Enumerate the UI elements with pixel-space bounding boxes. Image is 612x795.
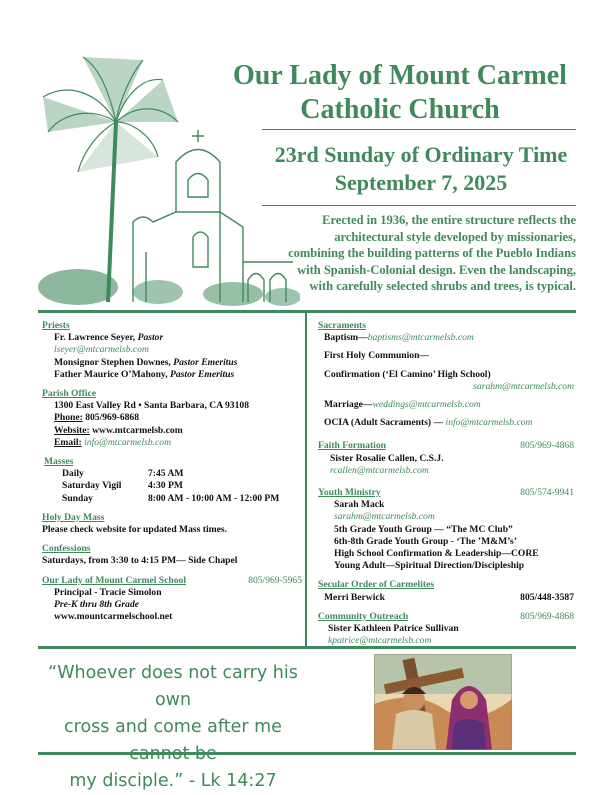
daily-time: 7:45 AM (148, 468, 184, 480)
bulletin-date: September 7, 2025 (334, 170, 508, 195)
emeritus1-name: Monsignor Stephen Downes, (54, 356, 171, 368)
divider (262, 205, 576, 206)
left-column (42, 320, 302, 623)
youth-group-4: Young Adult—Spiritual Direction/Discipleship (334, 560, 525, 572)
youth-group-1: 5th Grade Youth Group — “The MC Club” (334, 523, 513, 535)
school-grades: Pre-K thru 8th Grade (54, 599, 140, 611)
baptism-email[interactable]: baptisms@mtcarmelsb.com (367, 332, 474, 344)
quote-line: cross and come after me (64, 717, 282, 737)
emeritus2-title: Pastor Emeritus (170, 368, 235, 380)
faith-name: Sister Rosalie Callen, C.S.J. (330, 452, 444, 464)
pastor-name: Fr. Lawrence Seyer, (54, 332, 136, 344)
emeritus1-title: Pastor Emeritus (173, 356, 238, 368)
confessions-heading: Confessions (42, 543, 91, 555)
outreach-section (318, 611, 574, 648)
holy-day-section (42, 512, 302, 536)
carmelites-heading: Secular Order of Carmelites (318, 579, 435, 591)
right-column (318, 320, 574, 647)
sunday-label: Sunday (62, 492, 93, 504)
phone-label: Phone: (54, 412, 83, 424)
email-label: Email: (54, 436, 82, 448)
office-address: 1300 East Valley Rd • Santa Barbara, CA 93108 (54, 400, 249, 412)
office-email[interactable]: info@mtcarmelsb.com (84, 436, 172, 448)
school-website[interactable]: www.mountcarmelschool.net (54, 611, 173, 623)
faith-heading: Faith Formation (318, 440, 386, 452)
carmelites-phone[interactable]: 805/448-3587 (520, 591, 574, 603)
outreach-email[interactable]: kpatrice@mtcarmelsb.com (328, 635, 432, 647)
priests-heading: Priests (42, 320, 70, 331)
quote-line: my disciple.” - Lk 14:27 (69, 771, 277, 791)
masses-heading: Masses (44, 456, 74, 468)
school-principal: Principal - Tracie Simolon (54, 586, 162, 598)
office-phone[interactable]: 805/969-6868 (85, 412, 140, 424)
office-website[interactable]: www.mtcarmelsb.com (92, 424, 183, 436)
youth-heading: Youth Ministry (318, 487, 381, 499)
confessions-text: Saturdays, from 3:30 to 4:15 PM— Side Chapel (42, 555, 238, 567)
jesus-carrying-cross-image (374, 654, 512, 750)
church-title-line1: Our Lady of Mount Carmel (233, 60, 567, 91)
divider (38, 752, 576, 755)
sacraments-heading: Sacraments (318, 320, 366, 331)
faith-phone[interactable]: 805/969-4868 (520, 440, 574, 452)
confirmation-email[interactable]: sarahm@mtcarmelsb.com (473, 380, 574, 392)
vigil-time: 4:30 PM (148, 480, 183, 492)
holy-day-text: Please check website for updated Mass times. (42, 524, 228, 536)
youth-ministry-section (318, 487, 574, 572)
faith-email[interactable]: rcallen@mtcarmelsb.com (330, 464, 429, 476)
sacraments-section (318, 320, 574, 429)
youth-group-3: High School Confirmation & Leadership—CORE (334, 548, 539, 560)
priests-section (42, 320, 302, 381)
confirmation-label: Confirmation (‘El Camino’ High School) (324, 368, 491, 380)
ocia-label: OCIA (Adult Sacraments) — (324, 417, 444, 429)
masses-section (42, 456, 302, 505)
liturgical-sunday: 23rd Sunday of Ordinary Time (274, 142, 568, 167)
quote-line: “Whoever does not carry his own (48, 663, 298, 710)
outreach-name: Sister Kathleen Patrice Sullivan (328, 623, 459, 635)
vigil-label: Saturday Vigil (62, 480, 122, 492)
emeritus2-name: Father Maurice O’Mahony, (54, 368, 168, 380)
youth-group-2: 6th-8th Grade Youth Group - ‘The ’M&M’s’ (334, 535, 517, 547)
office-heading: Parish Office (42, 388, 97, 400)
marriage-label: Marriage— (324, 399, 373, 411)
daily-label: Daily (62, 468, 84, 480)
baptism-label: Baptism— (324, 332, 368, 344)
school-heading: Our Lady of Mount Carmel School (42, 574, 186, 586)
sunday-time: 8:00 AM - 10:00 AM - 12:00 PM (148, 492, 280, 504)
ocia-email[interactable]: info@mtcarmelsb.com (445, 417, 533, 429)
school-phone[interactable]: 805/969-5965 (248, 574, 302, 586)
church-history-text: Erected in 1936, the entire structure reflects the architectural style developed by missionaries, combining the building patterns of the Pueblo Indians with Spanish-Colonial design. Even the landscaping, with carefully selected shrubs and trees, is typical. (288, 213, 576, 293)
divider (262, 129, 576, 130)
faith-formation-section (318, 440, 574, 477)
youth-phone[interactable]: 805/574-9941 (520, 487, 574, 499)
pastor-title: Pastor (137, 332, 164, 344)
marriage-email[interactable]: weddings@mtcarmelsb.com (372, 399, 481, 411)
confessions-section (42, 543, 302, 567)
holy-day-heading: Holy Day Mass (42, 511, 105, 523)
carmelites-name: Merri Berwick (324, 591, 385, 603)
youth-email[interactable]: sarahm@mtcarmelsb.com (334, 511, 435, 523)
column-divider (305, 313, 307, 646)
pastor-email[interactable]: lseyer@mtcarmelsb.com (54, 344, 149, 356)
divider (38, 646, 576, 649)
church-title-line2: Catholic Church (300, 94, 500, 125)
outreach-phone[interactable]: 805/969-4868 (520, 610, 574, 622)
school-section (42, 575, 302, 624)
scripture-quote (42, 660, 304, 795)
office-section (42, 388, 302, 449)
carmelites-section (318, 579, 574, 603)
communion-label: First Holy Communion— (324, 350, 430, 362)
website-label: Website: (54, 424, 90, 436)
divider (38, 310, 576, 313)
youth-name: Sarah Mack (334, 499, 385, 511)
outreach-heading: Community Outreach (318, 610, 409, 622)
